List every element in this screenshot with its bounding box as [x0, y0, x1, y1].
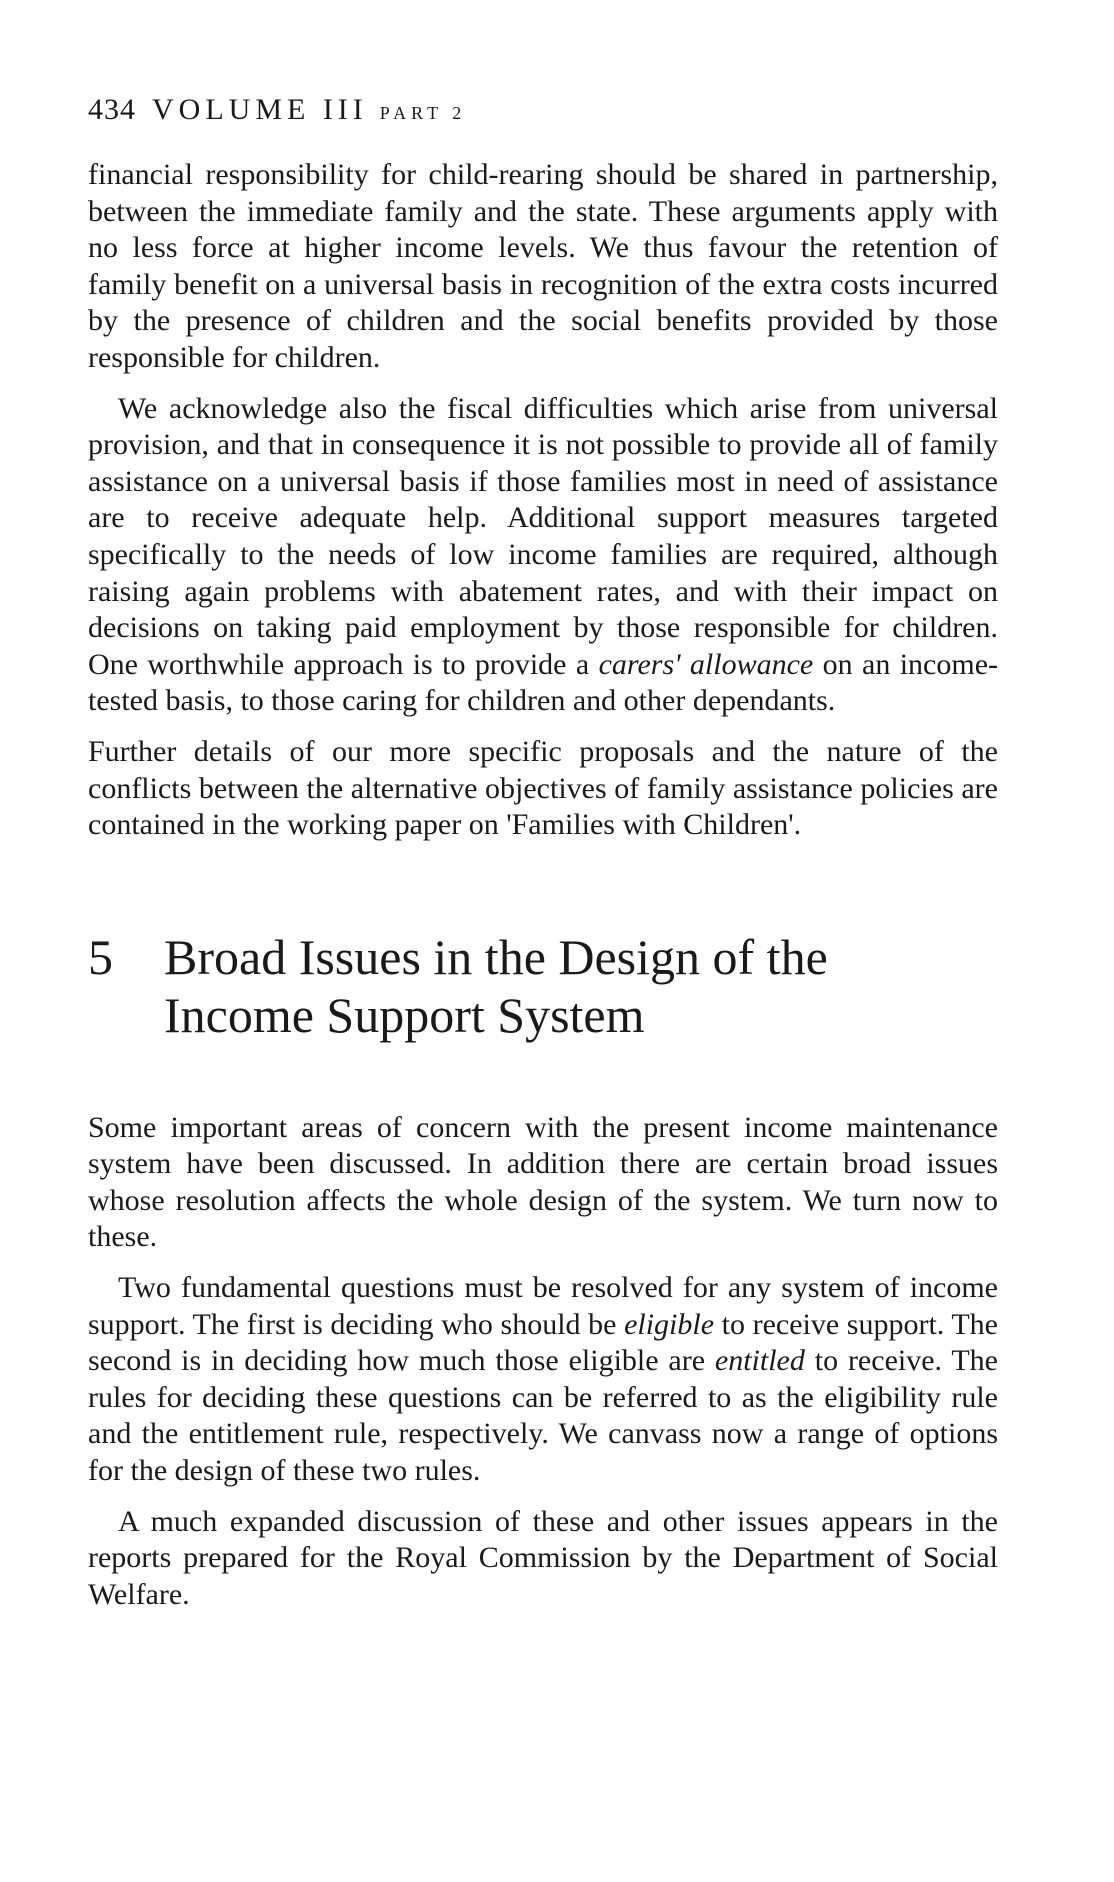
- paragraph-intro: Some important areas of concern with the present income maintenance system have been discussed. In addition there are certain broad issues whose resolution affects the whole design of the system. We turn now to these.: [88, 1110, 998, 1254]
- paragraph-text: Two fundamental questions must be resolved for any system of income support. The first is deciding who should be: [88, 1271, 998, 1341]
- paragraph-fiscal-difficulties: [88, 391, 998, 720]
- chapter-title: Broad Issues in the Design of the Income Support System: [164, 928, 828, 1043]
- paragraph-text: We acknowledge also the fiscal difficulties which arise from universal provision, and that in consequence it is not possible to provide all of family assistance on a universal basis if those families most in need of assistance are to receive adequate help. Additional support measures targeted specifically to the needs of low income families are required, although raising again problems with abatement rates, and with their impact on decisions on taking paid employment by those responsible for children. One worthwhile approach is to provide a: [88, 391, 998, 681]
- italic-term-carers-allowance: carers' allowance: [598, 647, 814, 681]
- paragraph-text: to receive support. The second is in deciding how much those eligible are: [88, 1307, 998, 1378]
- chapter-number: 5: [88, 928, 113, 985]
- paragraph-fundamental-questions: [88, 1270, 998, 1490]
- italic-term-entitled: entitled: [714, 1344, 805, 1378]
- italic-term-eligible: eligible: [624, 1307, 715, 1341]
- volume-label: VOLUME III: [152, 93, 368, 126]
- book-page: [88, 92, 998, 1613]
- paragraph-further-details: Further details of our more specific proposals and the nature of the conflicts between the alternative objectives of family assistance policies are contained in the working paper on 'Families with Children'.: [88, 734, 998, 842]
- part-label: PART 2: [379, 103, 467, 123]
- chapter-heading: [88, 928, 998, 1044]
- running-head: [88, 92, 998, 131]
- paragraph-text: on an income-tested basis, to those caring for children and other dependants.: [88, 647, 998, 718]
- paragraph-text: to receive. The rules for deciding these questions can be referred to as the eligibility rule and the entitlement rule, respectively. We canvass now a range of options for the design of these two rules.: [88, 1344, 998, 1488]
- paragraph-continued: financial responsibility for child-rearing should be shared in partnership, between the immediate family and the state. These arguments apply with no less force at higher income levels. We thus favour the retention of family benefit on a universal basis in recognition of the extra costs incurred by the presence of children and the social benefits provided by those responsible for children.: [88, 158, 998, 374]
- page-number: 434: [88, 93, 136, 126]
- paragraph-expanded-discussion: A much expanded discussion of these and other issues appears in the reports prepared for the Royal Commission by the Department of Social Welfare.: [88, 1504, 998, 1611]
